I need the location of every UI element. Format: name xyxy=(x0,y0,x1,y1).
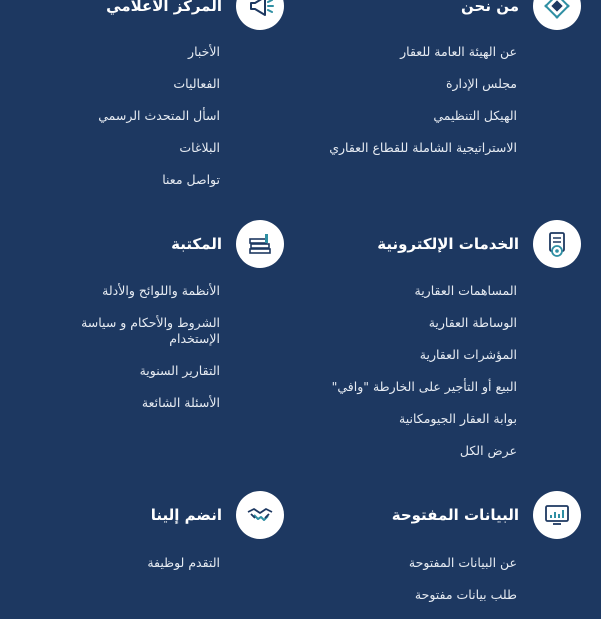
link-apply-job[interactable]: التقدم لوظيفة xyxy=(147,555,220,570)
link-about-authority[interactable]: عن الهيئة العامة للعقار xyxy=(400,44,517,59)
section-eservices-title: الخدمات الإلكترونية xyxy=(377,235,519,253)
section-opendata-header xyxy=(392,491,581,539)
kpi-monitor-icon xyxy=(533,491,581,539)
books-icon xyxy=(236,220,284,268)
section-about-header xyxy=(461,0,581,30)
link-terms[interactable]: الشروط والأحكام و سياسة الإستخدام xyxy=(81,315,220,346)
link-request-open-data[interactable]: طلب بيانات مفتوحة xyxy=(414,587,517,602)
link-wafi[interactable]: البيع أو التأجير على الخارطة "وافي" xyxy=(331,379,517,394)
link-contact[interactable]: تواصل معنا xyxy=(162,172,220,187)
link-annual-reports[interactable]: التقارير السنوية xyxy=(139,363,220,378)
link-faq[interactable]: الأسئلة الشائعة xyxy=(141,395,220,410)
link-indicators[interactable]: المؤشرات العقارية xyxy=(419,347,517,362)
section-media-header xyxy=(106,0,284,30)
link-strategy[interactable]: الاستراتيجية الشاملة للقطاع العقاري xyxy=(329,140,517,155)
section-library-title: المكتبة xyxy=(171,235,222,253)
section-opendata-title: البيانات المفتوحة xyxy=(391,506,519,524)
diamond-pattern-icon xyxy=(533,0,581,30)
link-board[interactable]: مجلس الإدارة xyxy=(445,76,517,91)
handshake-icon xyxy=(236,491,284,539)
section-media-title: المركز الاعلامي xyxy=(106,0,222,15)
link-reports[interactable]: البلاغات xyxy=(179,140,220,155)
link-about-open-data[interactable]: عن البيانات المفتوحة xyxy=(408,555,517,570)
link-contributions[interactable]: المساهمات العقارية xyxy=(414,283,517,298)
section-about-title: من نحن xyxy=(461,0,519,15)
section-join-title: انضم إلينا xyxy=(150,506,222,524)
link-brokerage[interactable]: الوساطة العقارية xyxy=(428,315,517,330)
document-gear-icon xyxy=(533,220,581,268)
link-geo-portal[interactable]: بوابة العقار الجيومكانية xyxy=(399,411,517,426)
link-events[interactable]: الفعاليات xyxy=(173,76,220,91)
megaphone-icon xyxy=(236,0,284,30)
link-regulations[interactable]: الأنظمة واللوائح والأدلة xyxy=(102,283,220,298)
link-news[interactable]: الأخبار xyxy=(188,44,220,59)
section-library-header xyxy=(171,220,284,268)
link-org-structure[interactable]: الهيكل التنظيمي xyxy=(433,108,517,123)
section-join-header xyxy=(151,491,284,539)
link-view-all[interactable]: عرض الكل xyxy=(459,443,517,458)
section-eservices-header xyxy=(377,220,581,268)
link-ask-spokesman[interactable]: اسأل المتحدث الرسمي xyxy=(98,108,220,123)
